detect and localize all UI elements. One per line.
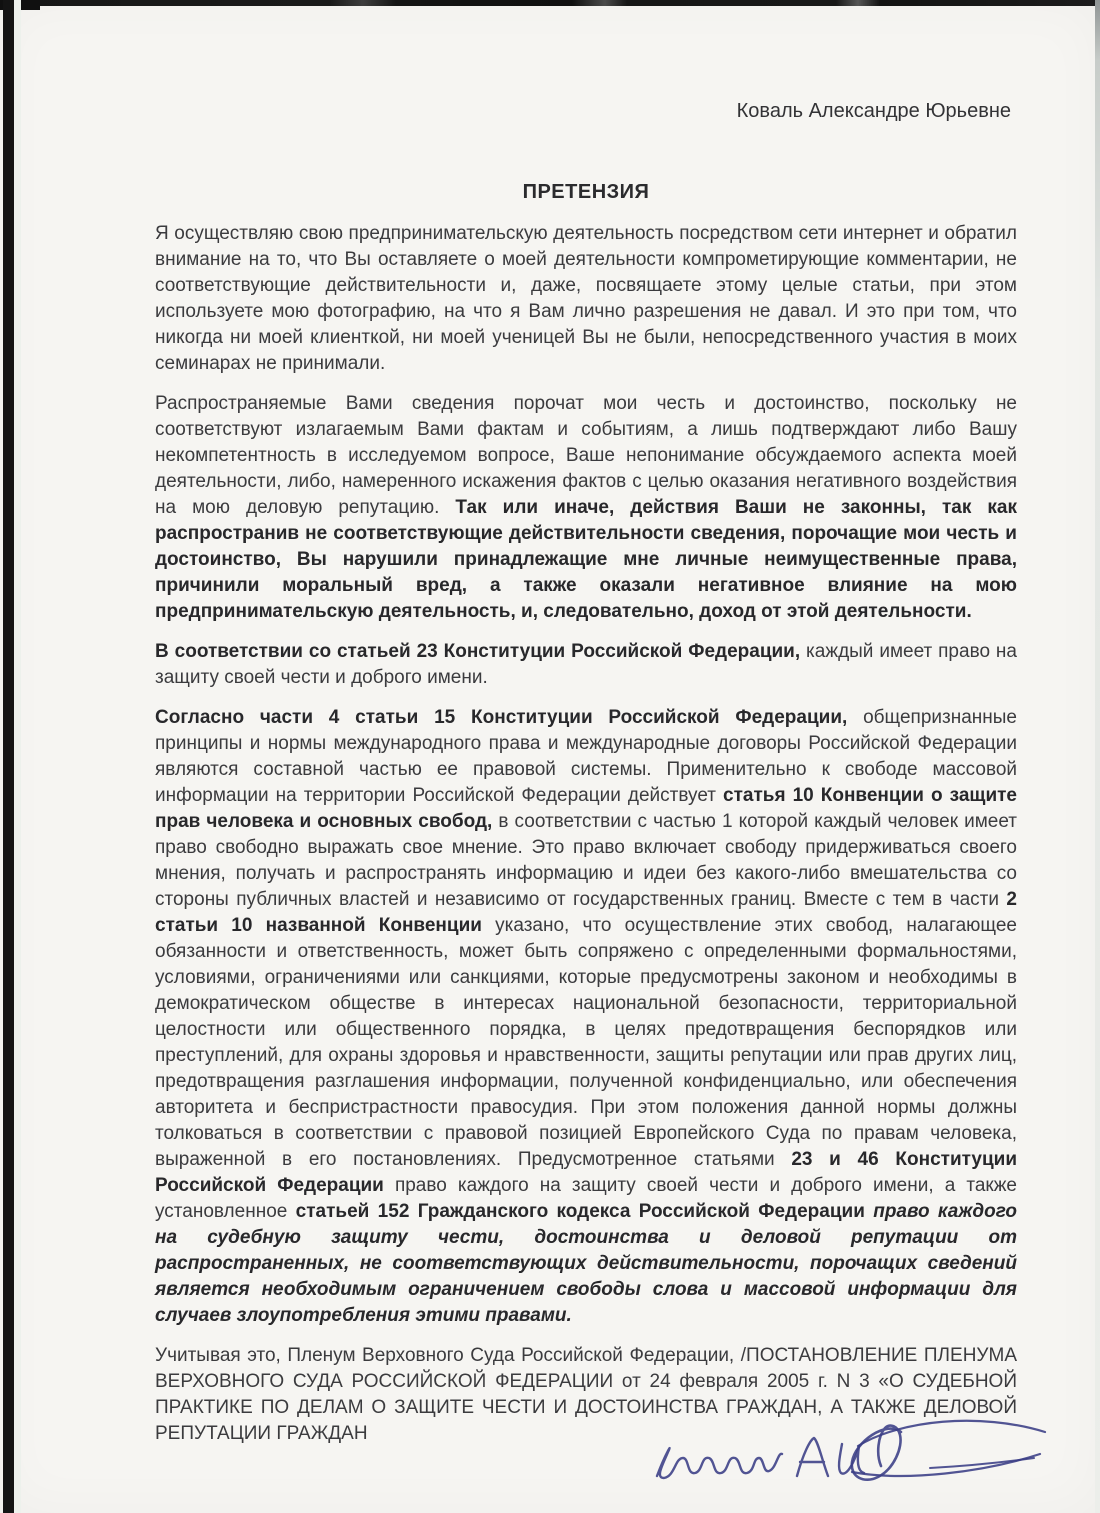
scan-edge-left-highlight	[14, 0, 21, 1513]
text-run: статьей 152 Гражданского кодекса Российской Федерации	[295, 1201, 865, 1222]
paragraph-1	[155, 221, 1017, 377]
text-run: В соответствии со статьей 23 Конституции Российской Федерации,	[155, 641, 801, 662]
text-run: Я осуществляю свою предпринимательскую деятельность посредством сети интернет и обратил внимание на то, что Вы оставляете о моей деятельности компрометирующие комментарии, не соответствующие действительности и, даже, посвящаете этому целые статьи, при этом используете мою фотографию, на что я Вам лично разрешения не давал. И это при том, что никогда ни моей клиенткой, ни моей ученицей Вы не были, непосредственного участия в моих семинарах не принимали.	[155, 223, 1017, 374]
text-run: Согласно части 4 статьи 15 Конституции Российской Федерации,	[155, 707, 848, 728]
text-run: Так или иначе, действия Ваши не законны, так как распространив не соответствующие действительности сведения, порочащие мои честь и достоинство, Вы нарушили принадлежащие мне личные неимущественные права, причинили моральный вред, а также оказали негативное влияние на мою предпринимательскую деятельность, и, следовательно, доход от этой деятельности.	[155, 497, 1017, 622]
paragraphs	[155, 221, 1017, 1447]
addressee-line: Коваль Александре Юрьевне	[736, 100, 1011, 122]
text-run: статья 10 Конвенции о защите прав человека и основных свобод,	[155, 785, 1017, 832]
text-run: Распространяемые Вами сведения порочат мои честь и достоинство, поскольку не соответствуют излагаемым Вами фактам и событиям, а лишь подтверждают либо Вашу некомпетентность в исследуемом вопросе, Ваше непонимание обсуждаемого аспекта моей деятельности, либо, намеренного искажения фактов с целью оказания негативного воздействия на мою деловую репутацию.	[155, 393, 1017, 518]
text-run: 23 и 46 Конституции Российской Федерации	[155, 1149, 1018, 1196]
document-title: ПРЕТЕНЗИЯ	[522, 181, 650, 203]
text-run: каждый имеет право на защиту своей чести и доброго имени.	[155, 641, 1017, 688]
scan-edge-left	[3, 0, 14, 1513]
paragraph-4	[155, 705, 1017, 1329]
text-run: 2 статьи 10 названной Конвенции	[155, 889, 1017, 936]
text-run: общепризнанные принципы и нормы международного права и международные договоры Российской Федерации являются составной частью ее правовой системы. Применительно к свободе массовой информации на территории Российской Федерации действует	[155, 707, 1017, 806]
text-run: Учитывая это, Пленум Верховного Суда Российской Федерации, /ПОСТАНОВЛЕНИЕ ПЛЕНУМА ВЕРХОВНОГО СУДА РОССИЙСКОЙ ФЕДЕРАЦИИ от 24 февраля 2005 г. N 3 «О СУДЕБНОЙ ПРАКТИКЕ ПО ДЕЛАМ О ЗАЩИТЕ ЧЕСТИ И ДОСТОИНСТВА ГРАЖДАН, А ТАКЖЕ ДЕЛОВОЙ РЕПУТАЦИИ ГРАЖДАН	[155, 1345, 1017, 1444]
signature	[600, 1392, 1060, 1510]
signature-ink	[600, 1392, 1060, 1510]
text-run: указано, что осуществление этих свобод, налагающее обязанности и ответственность, может быть сопряжено с определенными формальностями, условиями, ограничениями или санкциями, которые предусмотрены законом и необходимы в демократическом обществе в интересах национальной безопасности, территориальной целостности или общественного порядка, в целях предотвращения беспорядков или преступлений, для охраны здоровья и нравственности, защиты репутации или прав других лиц, предотвращения разглашения информации, полученной конфиденциально, или обеспечения авторитета и беспристрастности правосудия. При этом положения данной нормы должны толковаться в соответствии с правовой позицией Европейского Суда по правам человека, выраженной в его постановлениях. Предусмотренное статьями	[155, 915, 1017, 1170]
text-run: право каждого на защиту своей чести и доброго имени, а также установленное	[155, 1175, 1017, 1222]
scan-edge-right	[1095, 0, 1100, 1513]
text-run: в соответствии с частью 1 которой каждый человек имеет право свободно выражать свое мнение. Это право включает свободу придерживаться своего мнения, получать и распространять информацию и идеи без какого-либо вмешательства со стороны публичных властей и независимо от государственных границ. Вместе с тем в части	[155, 811, 1017, 910]
document-body	[155, 98, 1017, 1461]
scan-edge-top	[0, 0, 1100, 6]
paragraph-2	[155, 391, 1017, 625]
paragraph-3	[155, 639, 1017, 691]
text-run: право каждого на судебную защиту чести, достоинства и деловой репутации от распространенных, не соответствующих действительности, порочащих сведений является необходимым ограничением свободы слова и массовой информации для случаев злоупотребления этими правами.	[155, 1201, 1017, 1326]
